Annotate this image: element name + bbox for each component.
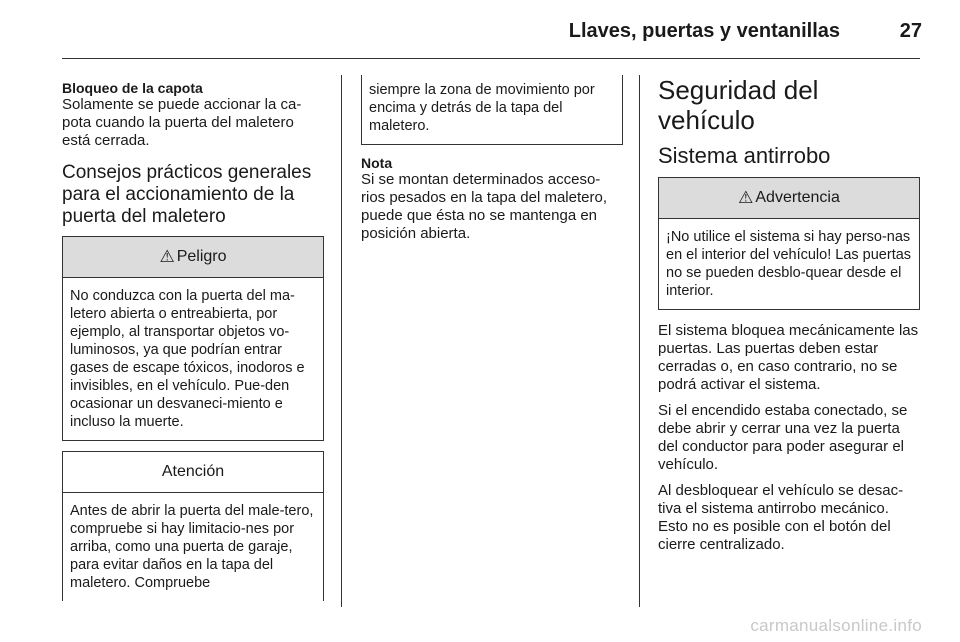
- warning-triangle-icon: ⚠: [159, 247, 175, 266]
- peligro-header: [63, 237, 323, 278]
- nota-title: Nota: [361, 155, 393, 171]
- subsection-heading: Sistema antirrobo: [658, 143, 831, 168]
- paragraph: Al desbloquear el vehículo se desac-tiva el sistema antirrobo mecánico. Esto no es posible con el botón del cierre centralizado.: [658, 482, 904, 553]
- paragraph: Si el encendido estaba conectado, se debe abrir y cerrar una vez la puerta del conductor para poder asegurar el vehículo.: [658, 402, 908, 473]
- peligro-title: Peligro: [176, 248, 227, 265]
- atencion-header: [63, 452, 323, 493]
- watermark: carmanualsonline.info: [750, 616, 922, 635]
- running-header-title: Llaves, puertas y ventanillas: [568, 20, 840, 42]
- column-1: [62, 80, 324, 601]
- advertencia-text: ¡No utilice el sistema si hay perso-nas en el interior del vehículo! Las puertas no se pueden desblo-quear desde el interior.: [666, 229, 912, 299]
- nota-text: Si se montan determinados acceso-rios pesados en la tapa del maletero, puede que ésta no se mantenga en posición abierta.: [361, 171, 607, 242]
- column-3: [658, 75, 920, 554]
- capota-text: Solamente se puede accionar la ca-pota cuando la puerta del maletero está cerrada.: [62, 96, 302, 149]
- atencion-title: Atención: [161, 463, 225, 480]
- advertencia-title: Advertencia: [755, 189, 840, 206]
- paragraph: El sistema bloquea mecánicamente las puertas. Las puertas deben estar cerradas o, en caso contrario, no se podrá activar el sistema.: [658, 322, 919, 393]
- column-divider-2: [639, 75, 640, 607]
- peligro-box: [62, 236, 324, 441]
- capota-title: Bloqueo de la capota: [62, 80, 203, 96]
- advertencia-header: [659, 178, 919, 219]
- column-divider-1: [341, 75, 342, 607]
- section-heading: Seguridad del vehículo: [658, 75, 819, 135]
- peligro-text: No conduzca con la puerta del ma-letero abierta o entreabierta, por ejemplo, al transportar objetos vo-luminosos, ya que podrían entrar gases de escape tóxicos, inodoros e invisibles, en el vehículo. Pue-den ocasionar un desvaneci-miento e incluso la muerte.: [70, 288, 305, 430]
- atencion-text: Antes de abrir la puerta del male-tero, compruebe si hay limitacio-nes por arriba, como una puerta de garaje, para evitar daños en la tapa del maletero. Compruebe: [70, 503, 314, 591]
- warning-triangle-icon: ⚠: [738, 188, 754, 207]
- atencion-box: [62, 451, 324, 601]
- consejos-heading: Consejos prácticos generales para el accionamiento de la puerta del maletero: [62, 162, 312, 227]
- atencion-box-continued: siempre la zona de movimiento por encima y detrás de la tapa del maletero.: [361, 75, 623, 145]
- page-number: 27: [899, 20, 922, 42]
- advertencia-box: [658, 177, 920, 310]
- header-divider: [62, 58, 920, 59]
- column-2: [361, 75, 623, 243]
